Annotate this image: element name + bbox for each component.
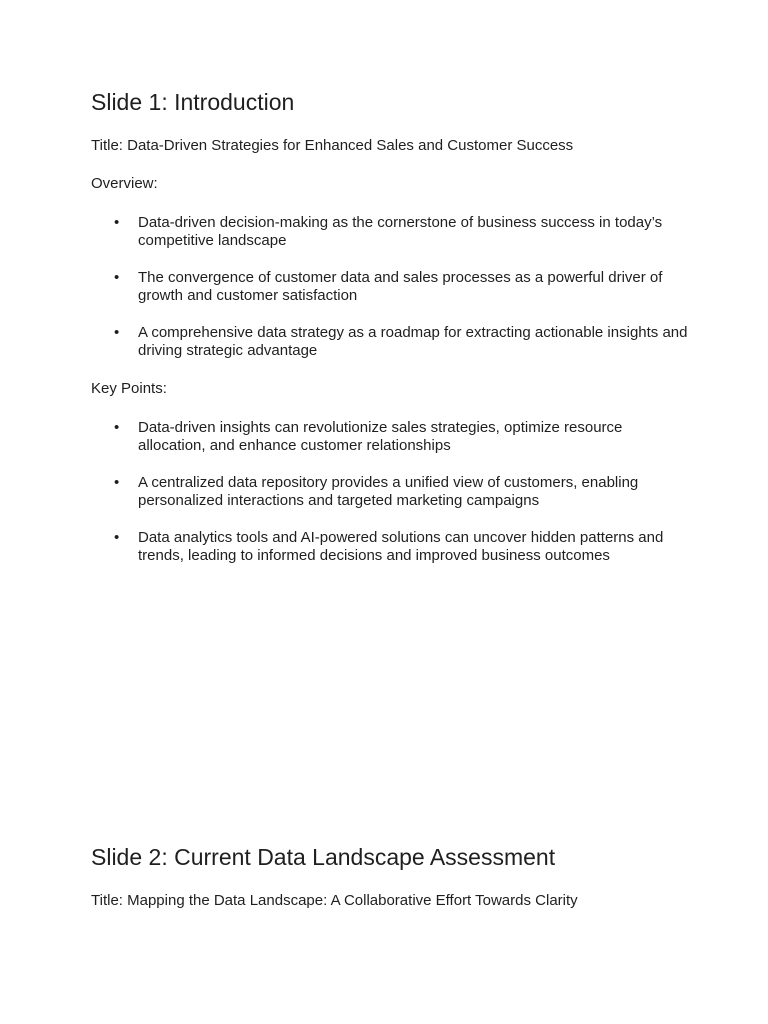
list-item-text: A centralized data repository provides a unified view of customers, enabling personalized interactions and targeted marketing campaigns [138,474,639,509]
slide-2-title: Title: Mapping the Data Landscape: A Collaborative Effort Towards Clarity [91,892,578,909]
list-item [91,529,691,564]
list-item-text: Data-driven decision-making as the cornerstone of business success in today’s competitive landscape [138,214,663,249]
bullet-icon: • [114,324,120,341]
key-points-label: Key Points: [91,380,167,397]
list-item-text: The convergence of customer data and sales processes as a powerful driver of growth and customer satisfaction [138,269,663,304]
list-item [91,474,691,509]
bullet-icon: • [114,474,120,491]
list-item [91,269,691,304]
list-item [91,324,691,359]
slide-2-heading: Slide 2: Current Data Landscape Assessment [91,844,556,870]
bullet-icon: • [114,214,120,231]
list-item-text: Data-driven insights can revolutionize sales strategies, optimize resource allocation, and enhance customer relationships [138,419,623,454]
list-item [91,419,691,454]
overview-list [91,214,691,379]
slide-1-title: Title: Data-Driven Strategies for Enhanced Sales and Customer Success [91,137,574,154]
overview-label: Overview: [91,175,158,192]
slide-1-heading: Slide 1: Introduction [91,89,295,115]
list-item-text: A comprehensive data strategy as a roadmap for extracting actionable insights and driving strategic advantage [138,324,688,359]
key-points-list [91,419,691,584]
list-item-text: Data analytics tools and AI-powered solutions can uncover hidden patterns and trends, leading to informed decisions and improved business outcomes [138,529,664,564]
bullet-icon: • [114,269,120,286]
list-item [91,214,691,249]
bullet-icon: • [114,419,120,436]
bullet-icon: • [114,529,120,546]
